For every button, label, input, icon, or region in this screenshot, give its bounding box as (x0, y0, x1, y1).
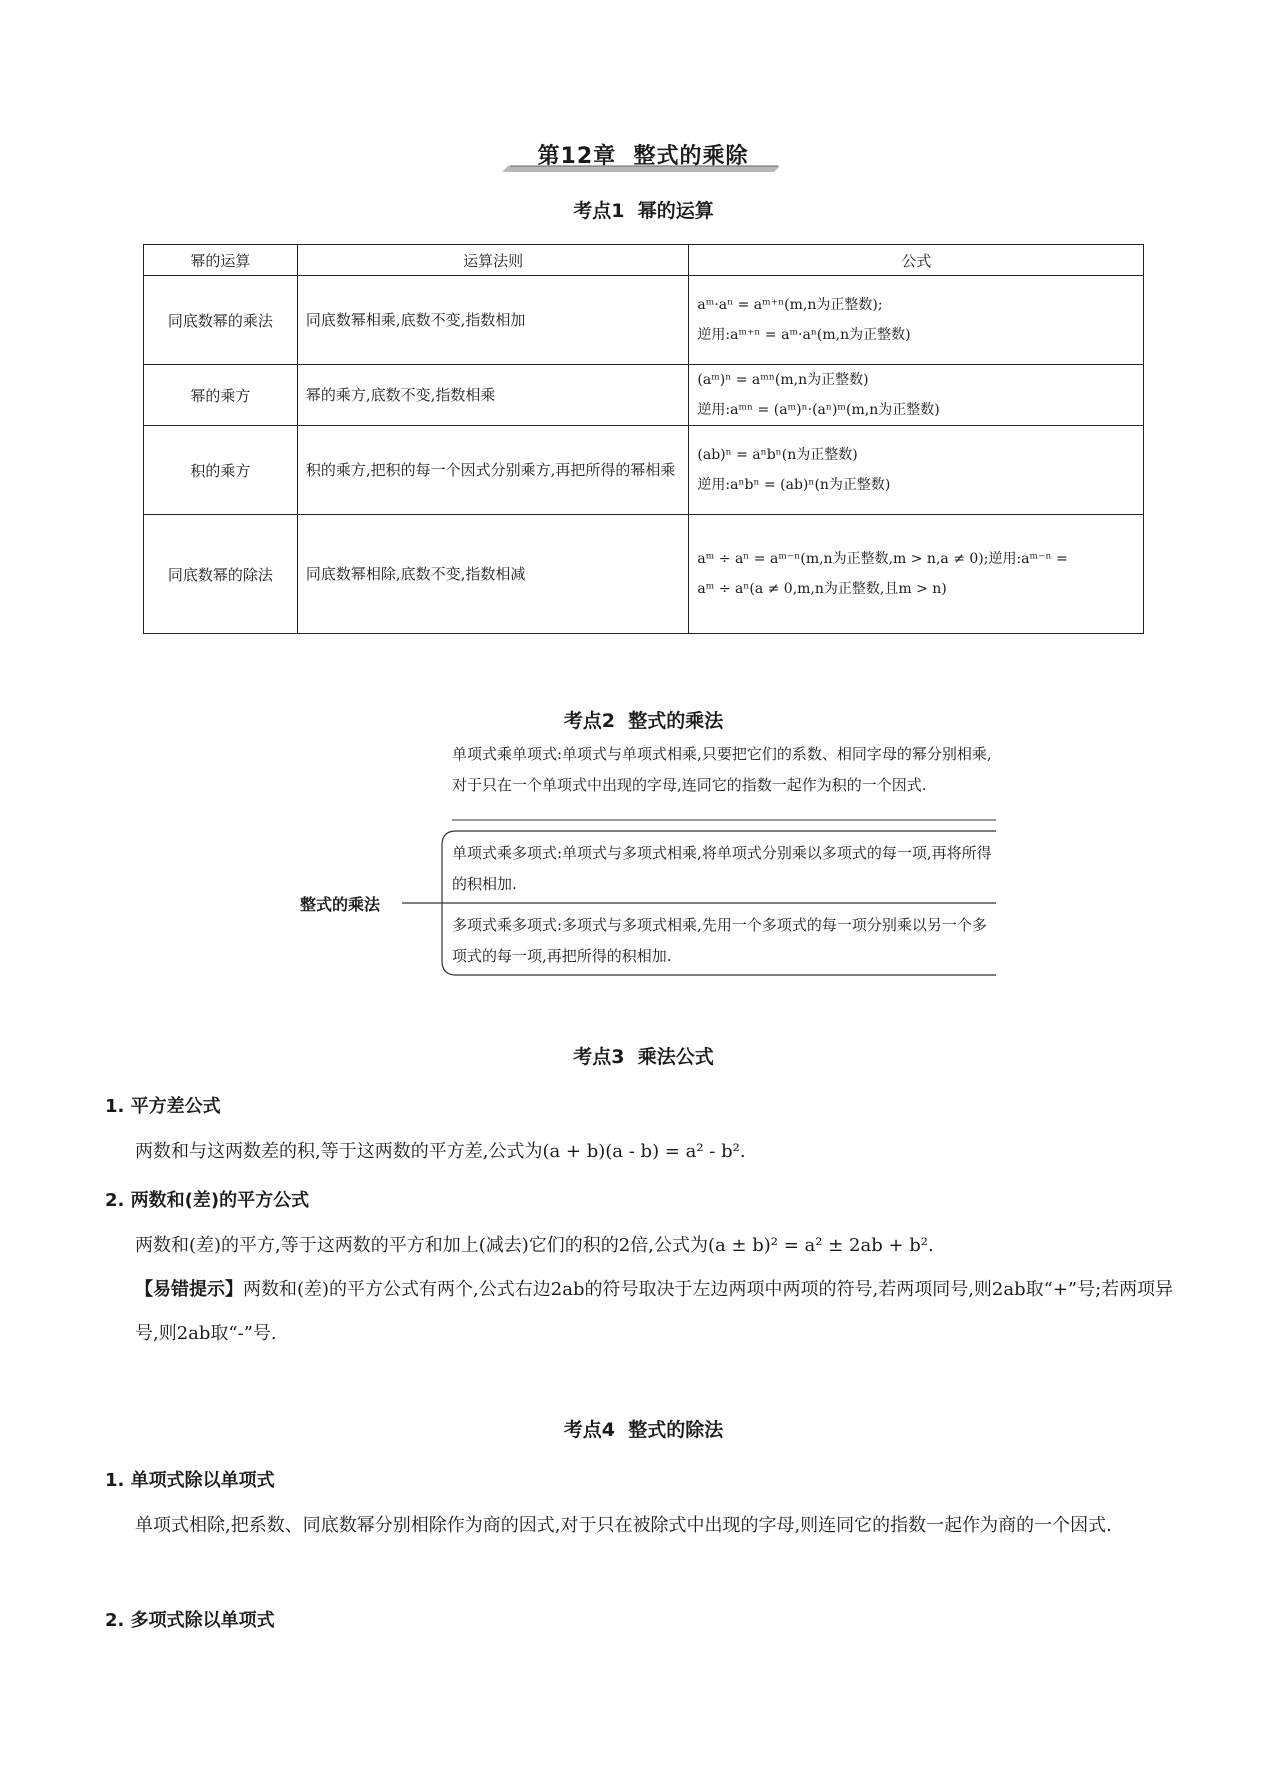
section1-title: 考点1 幂的运算 (573, 200, 714, 222)
row-rule: 同底数幂相除,底数不变,指数相减 (297, 515, 689, 634)
branch-mono-mono: 单项式乘单项式:单项式与单项式相乘,只要把它们的系数、相同字母的幂分别相乘,对于只在一个单项式中出现的字母,连同它的指数一起作为积的一个因式. (452, 745, 992, 794)
formula-line: aᵐ ÷ aⁿ(a ≠ 0,m,n为正整数,且m > n) (697, 581, 947, 597)
power-rules-table (143, 244, 1144, 634)
row-rule: 同底数幂相乘,底数不变,指数相加 (297, 276, 689, 365)
row-name: 幂的乘方 (144, 365, 298, 426)
formula-line: (aᵐ)ⁿ = aᵐⁿ(m,n为正整数) (697, 372, 869, 388)
table-row (144, 365, 1144, 426)
table-row (144, 426, 1144, 515)
chapter-title: 第12章 整式的乘除 (537, 143, 749, 169)
formula-line: (ab)ⁿ = aⁿbⁿ(n为正整数) (697, 447, 858, 463)
row-formula (689, 276, 1144, 365)
row-name: 同底数幂的乘法 (144, 276, 298, 365)
formula-line: aᵐ ÷ aⁿ = aᵐ⁻ⁿ(m,n为正整数,m > n,a ≠ 0);逆用:aᵐ⁻ⁿ = (697, 551, 1068, 567)
difference-of-squares-text: 两数和与这两数差的积,等于这两数的平方差,公式为(a + b)(a - b) = a² - b². (135, 1141, 746, 1162)
section2-title: 考点2 整式的乘法 (563, 710, 724, 732)
perfect-square-heading: 2. 两数和(差)的平方公式 (105, 1190, 310, 1211)
row-name: 同底数幂的除法 (144, 515, 298, 634)
chapter-banner (500, 136, 786, 172)
table-row (144, 515, 1144, 634)
mono-div-mono-text: 单项式相除,把系数、同底数幂分别相除作为商的因式,对于只在被除式中出现的字母,则连同它的指数一起作为商的一个因式. (135, 1515, 1112, 1536)
formula-line: 逆用:aᵐ⁺ⁿ = aᵐ·aⁿ(m,n为正整数) (697, 327, 911, 343)
row-formula (689, 515, 1144, 634)
row-rule: 幂的乘方,底数不变,指数相乘 (297, 365, 689, 426)
section3-title: 考点3 乘法公式 (573, 1046, 714, 1068)
formula-line: aᵐ·aⁿ = aᵐ⁺ⁿ(m,n为正整数); (697, 297, 883, 313)
header-operation: 幂的运算 (144, 245, 298, 276)
poly-div-mono-heading: 2. 多项式除以单项式 (105, 1610, 275, 1631)
row-formula (689, 365, 1144, 426)
difference-of-squares-heading: 1. 平方差公式 (105, 1096, 221, 1117)
mono-div-mono-heading: 1. 单项式除以单项式 (105, 1470, 275, 1491)
error-hint-text: 两数和(差)的平方公式有两个,公式右边2ab的符号取决于左边两项中两项的符号,若两项同号,则2ab取“+”号;若两项异号,则2ab取“-”号. (135, 1279, 1174, 1344)
table-row (144, 276, 1144, 365)
table-header-row (144, 245, 1144, 276)
multiplication-diagram (280, 740, 1000, 990)
error-hint (135, 1268, 1185, 1356)
header-rule: 运算法则 (297, 245, 689, 276)
formula-line: 逆用:aⁿbⁿ = (ab)ⁿ(n为正整数) (697, 477, 891, 493)
perfect-square-text: 两数和(差)的平方,等于这两数的平方和加上(减去)它们的积的2倍,公式为(a ± b)² = a² ± 2ab + b². (135, 1235, 934, 1256)
header-formula: 公式 (689, 245, 1144, 276)
section4-title: 考点4 整式的除法 (563, 1419, 724, 1441)
row-rule: 积的乘方,把积的每一个因式分别乘方,再把所得的幂相乘 (297, 426, 689, 515)
diagram-root-label: 整式的乘法 (300, 895, 381, 914)
branch-mono-poly: 单项式乘多项式:单项式与多项式相乘,将单项式分别乘以多项式的每一项,再将所得的积相加. (452, 844, 992, 893)
row-name: 积的乘方 (144, 426, 298, 515)
formula-line: 逆用:aᵐⁿ = (aᵐ)ⁿ·(aⁿ)ᵐ(m,n为正整数) (697, 402, 940, 418)
error-hint-tag: 【易错提示】 (135, 1279, 243, 1300)
branch-poly-poly: 多项式乘多项式:多项式与多项式相乘,先用一个多项式的每一项分别乘以另一个多项式的每一项,再把所得的积相加. (452, 916, 987, 965)
row-formula (689, 426, 1144, 515)
